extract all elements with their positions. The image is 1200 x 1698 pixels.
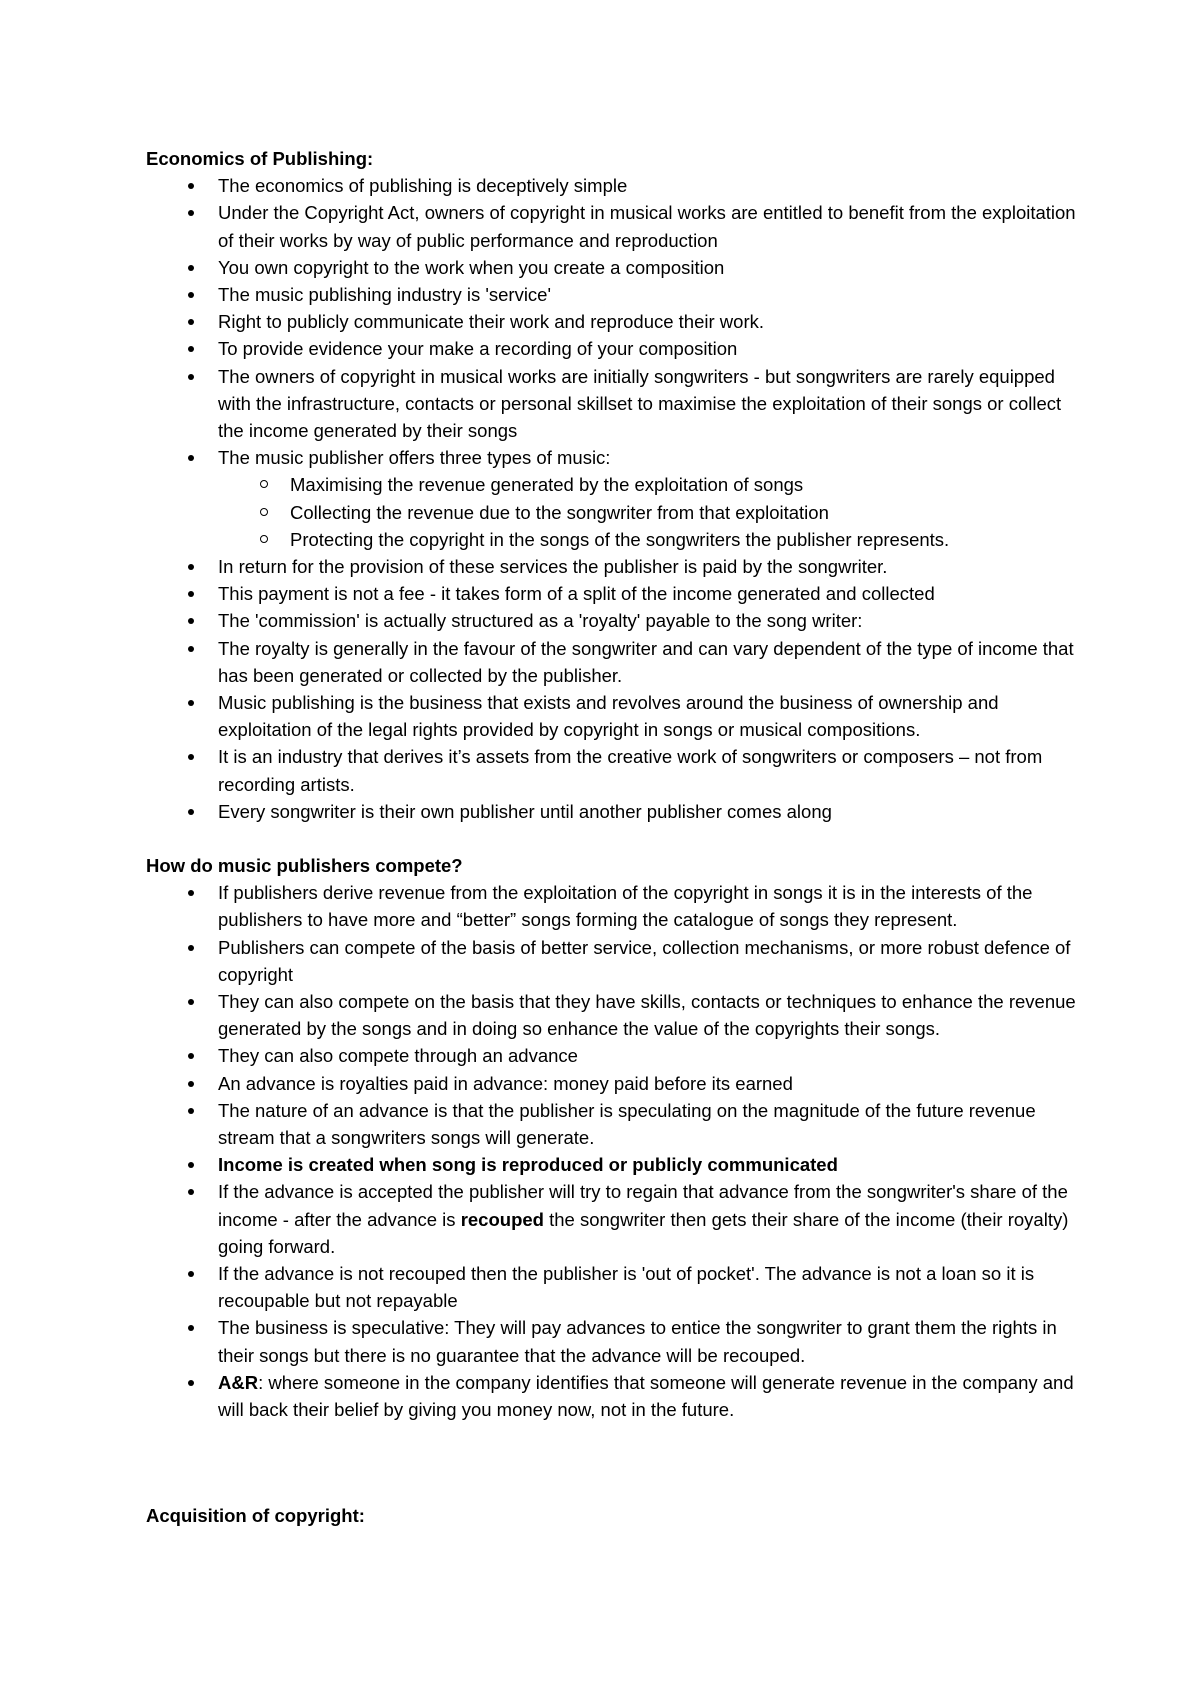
list-item: If the advance is not recouped then the publisher is 'out of pocket'. The advance is not a loan so it is recoupable but not repayable (146, 1260, 1086, 1314)
list-item: Under the Copyright Act, owners of copyright in musical works are entitled to benefit from the exploitation of their works by way of public performance and reproduction (146, 199, 1086, 253)
list-item: The 'commission' is actually structured as a 'royalty' payable to the song writer: (146, 607, 1086, 634)
sub-list-item: Maximising the revenue generated by the exploitation of songs (218, 471, 1086, 498)
list-item-bold: Income is created when song is reproduced or publicly communicated (146, 1151, 1086, 1178)
list-item: This payment is not a fee - it takes form of a split of the income generated and collected (146, 580, 1086, 607)
section-economics-of-publishing (146, 145, 1086, 825)
list-item: In return for the provision of these services the publisher is paid by the songwriter. (146, 553, 1086, 580)
section-how-publishers-compete (146, 852, 1086, 1423)
sub-bullet-list (218, 471, 1086, 553)
text-run: : where someone in the company identifies that someone will generate revenue in the company and will back their belief by giving you money now, not in the future. (218, 1371, 1074, 1421)
list-item: Right to publicly communicate their work and reproduce their work. (146, 308, 1086, 335)
list-item: The nature of an advance is that the publisher is speculating on the magnitude of the future revenue stream that a songwriters songs will generate. (146, 1097, 1086, 1151)
list-item: If publishers derive revenue from the exploitation of the copyright in songs it is in the interests of the publishers to have more and “better” songs forming the catalogue of songs they represent. (146, 879, 1086, 933)
text-run: the songwriter then gets their share of the income (their royalty) going forward. (218, 1208, 1069, 1257)
section-acquisition-of-copyright (146, 1502, 1086, 1529)
list-item: An advance is royalties paid in advance: money paid before its earned (146, 1070, 1086, 1097)
list-item: Every songwriter is their own publisher until another publisher comes along (146, 798, 1086, 825)
list-item (146, 1178, 1086, 1260)
text-run-bold: A&R (218, 1371, 259, 1393)
section-heading: Economics of Publishing: (146, 148, 374, 169)
text-run-bold: recouped (460, 1208, 544, 1230)
list-item: The owners of copyright in musical works are initially songwriters - but songwriters are rarely equipped with the infrastructure, contacts or personal skillset to maximise the exploitation of their songs or collect the income generated by their songs (146, 363, 1086, 445)
list-item (146, 1369, 1086, 1423)
bullet-list (146, 172, 1086, 825)
list-item: The royalty is generally in the favour of the songwriter and can vary dependent of the type of income that has been generated or collected by the publisher. (146, 635, 1086, 689)
list-item-text: The music publisher offers three types of music: (218, 447, 611, 469)
list-item: Publishers can compete of the basis of better service, collection mechanisms, or more robust defence of copyright (146, 934, 1086, 988)
bullet-list (146, 879, 1086, 1423)
section-heading: Acquisition of copyright: (146, 1505, 365, 1526)
list-item: It is an industry that derives it’s assets from the creative work of songwriters or composers – not from recording artists. (146, 743, 1086, 797)
list-item: They can also compete through an advance (146, 1042, 1086, 1069)
list-item: Music publishing is the business that exists and revolves around the business of ownership and exploitation of the legal rights provided by copyright in songs or musical compositions. (146, 689, 1086, 743)
list-item: The business is speculative: They will pay advances to entice the songwriter to grant them the rights in their songs but there is no guarantee that the advance will be recouped. (146, 1314, 1086, 1368)
text-run: If the advance is accepted the publisher will try to regain that advance from the songwriter's share of the income - after the advance is (218, 1181, 1068, 1230)
section-heading: How do music publishers compete? (146, 855, 463, 876)
sub-list-item: Protecting the copyright in the songs of the songwriters the publisher represents. (218, 526, 1086, 553)
sub-list-item: Collecting the revenue due to the songwriter from that exploitation (218, 499, 1086, 526)
list-item: The economics of publishing is deceptively simple (146, 172, 1086, 199)
list-item (146, 444, 1086, 553)
list-item: They can also compete on the basis that they have skills, contacts or techniques to enhance the revenue generated by the songs and in doing so enhance the value of the copyrights their songs. (146, 988, 1086, 1042)
list-item: The music publishing industry is 'service' (146, 281, 1086, 308)
list-item: To provide evidence your make a recording of your composition (146, 335, 1086, 362)
list-item: You own copyright to the work when you create a composition (146, 254, 1086, 281)
